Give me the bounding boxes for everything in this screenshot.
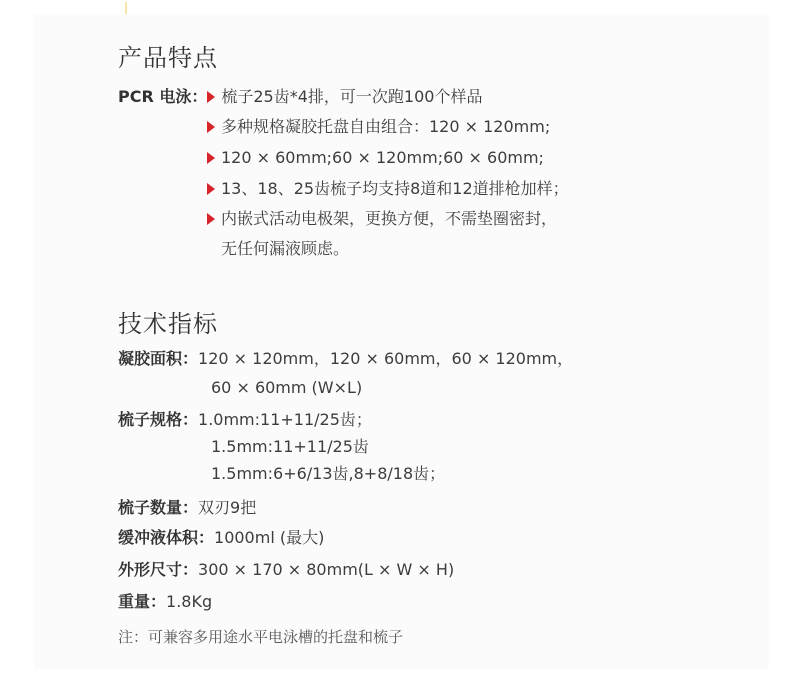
weight-value: 1.8Kg <box>166 592 213 611</box>
bullet-arrow-icon <box>207 213 215 225</box>
gel-area-value: 120 × 120mm，120 × 60mm，60 × 120mm， <box>198 349 574 368</box>
spec-gel-area-continued <box>211 377 362 399</box>
comb-value-3: 1.5mm:6+6/13齿,8+8/18齿； <box>211 464 446 483</box>
features-row-3 <box>207 147 544 169</box>
spec-buffer <box>118 527 324 549</box>
gel-area-value-2: 60 × 60mm (W×L) <box>211 378 363 397</box>
features-title: 产品特点 <box>118 44 218 72</box>
spec-gel-area <box>118 348 573 370</box>
spec-comb <box>118 409 372 431</box>
features-continuation <box>221 238 349 260</box>
bullet-arrow-icon <box>207 91 215 103</box>
spec-comb-count <box>118 497 256 519</box>
features-row-2 <box>207 116 550 138</box>
compatibility-note: 注：可兼容多用途水平电泳槽的托盘和梳子 <box>118 628 404 646</box>
buffer-label: 缓冲液体积： <box>118 528 215 547</box>
comb-count-label: 梳子数量： <box>118 498 199 517</box>
comb-value-1: 1.0mm:11+11/25齿； <box>198 410 372 429</box>
bullet-arrow-icon <box>207 152 215 164</box>
features-row-5 <box>207 208 557 230</box>
feature-bullet-3: 120 × 60mm;60 × 120mm;60 × 60mm; <box>221 148 544 167</box>
specs-title: 技术指标 <box>118 310 218 338</box>
feature-bullet-5-continued: 无任何漏液顾虑。 <box>221 239 350 258</box>
features-row-4 <box>207 178 569 200</box>
spec-dimensions <box>118 559 454 581</box>
feature-bullet-2: 多种规格凝胶托盘自由组合：120 × 120mm; <box>221 117 551 136</box>
comb-value-2: 1.5mm:11+11/25齿 <box>211 437 369 456</box>
spec-comb-line-3 <box>211 463 445 485</box>
spec-comb-line-2 <box>211 436 369 458</box>
bullet-arrow-icon <box>207 183 215 195</box>
bullet-arrow-icon <box>207 121 215 133</box>
gel-area-label: 凝胶面积： <box>118 349 199 368</box>
weight-label: 重量： <box>118 592 167 611</box>
spec-weight <box>118 591 212 613</box>
dimensions-label: 外形尺寸： <box>118 560 199 579</box>
comb-count-value: 双刃9把 <box>198 498 257 517</box>
decorative-dash <box>125 2 127 14</box>
feature-bullet-5: 内嵌式活动电极架，更换方便，不需垫圈密封， <box>221 209 558 228</box>
feature-bullet-4: 13、18、25齿梳子均支持8道和12道排枪加样； <box>221 179 569 198</box>
pcr-label: PCR 电泳： <box>118 87 208 106</box>
buffer-value: 1000ml (最大) <box>214 528 325 547</box>
comb-label: 梳子规格： <box>118 410 199 429</box>
feature-bullet-1: 梳子25齿*4排，可一次跑100个样品 <box>221 87 483 106</box>
dimensions-value: 300 × 170 × 80mm(L × W × H) <box>198 560 455 579</box>
features-row-1 <box>118 86 482 108</box>
